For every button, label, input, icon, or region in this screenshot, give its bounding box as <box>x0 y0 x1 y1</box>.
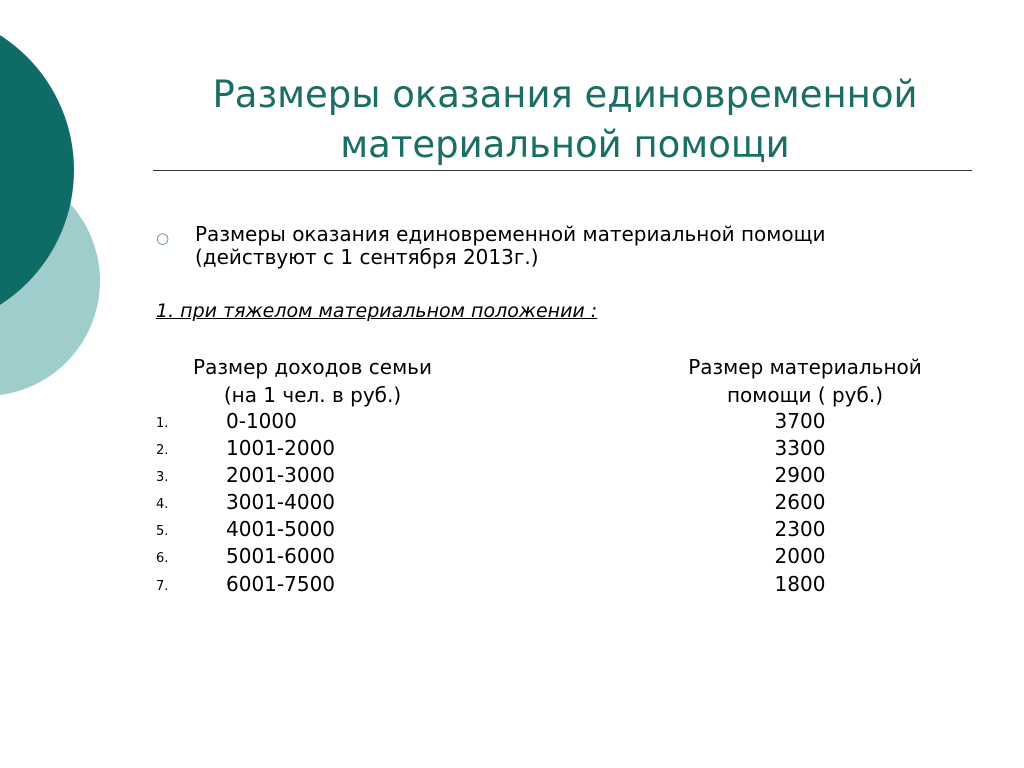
intro-line-2: (действуют с 1 сентября 2013г.) <box>195 245 539 269</box>
table-row <box>0 572 1024 599</box>
aid-amount: 2900 <box>774 463 826 487</box>
table-row <box>0 517 1024 544</box>
aid-amount: 2000 <box>774 544 826 568</box>
income-header-line-1: Размер доходов семьи <box>193 355 432 379</box>
income-range: 4001-5000 <box>226 517 336 541</box>
income-range: 1001-2000 <box>226 436 336 460</box>
aid-amount: 3300 <box>774 436 826 460</box>
aid-header-line-1: Размер материальной <box>688 355 922 379</box>
case-heading: 1. при тяжелом материальном положении : <box>156 300 598 322</box>
table-row <box>0 490 1024 517</box>
income-range: 6001-7500 <box>226 572 336 596</box>
slide-title-line-1: Размеры оказания единовременной <box>212 73 918 116</box>
aid-amount: 2600 <box>774 490 826 514</box>
income-range: 0-1000 <box>226 409 297 433</box>
income-range: 3001-4000 <box>226 490 336 514</box>
income-header-line-2: (на 1 чел. в руб.) <box>223 383 402 407</box>
aid-column-header <box>665 353 945 409</box>
income-range: 5001-6000 <box>226 544 336 568</box>
row-number: 6. <box>156 551 169 566</box>
intro-text <box>195 223 955 269</box>
title-divider <box>153 170 972 171</box>
slide-title <box>150 70 980 170</box>
table-row <box>0 436 1024 463</box>
bullet-circle-icon: ○ <box>156 229 170 247</box>
slide-title-line-2: материальной помощи <box>340 123 790 166</box>
aid-amount: 3700 <box>774 409 826 433</box>
aid-amount: 1800 <box>774 572 826 596</box>
table-row <box>0 463 1024 490</box>
aid-header-line-2: помощи ( руб.) <box>726 383 883 407</box>
row-number: 5. <box>156 524 169 539</box>
row-number: 3. <box>156 470 169 485</box>
row-number: 2. <box>156 443 169 458</box>
income-column-header <box>170 353 455 409</box>
row-number: 4. <box>156 497 169 512</box>
row-number: 1. <box>156 416 169 431</box>
income-range: 2001-3000 <box>226 463 336 487</box>
intro-line-1: Размеры оказания единовременной материальной помощи <box>195 222 826 246</box>
table-row <box>0 544 1024 571</box>
table-row <box>0 409 1024 436</box>
row-number: 7. <box>156 579 169 594</box>
aid-amount: 2300 <box>774 517 826 541</box>
